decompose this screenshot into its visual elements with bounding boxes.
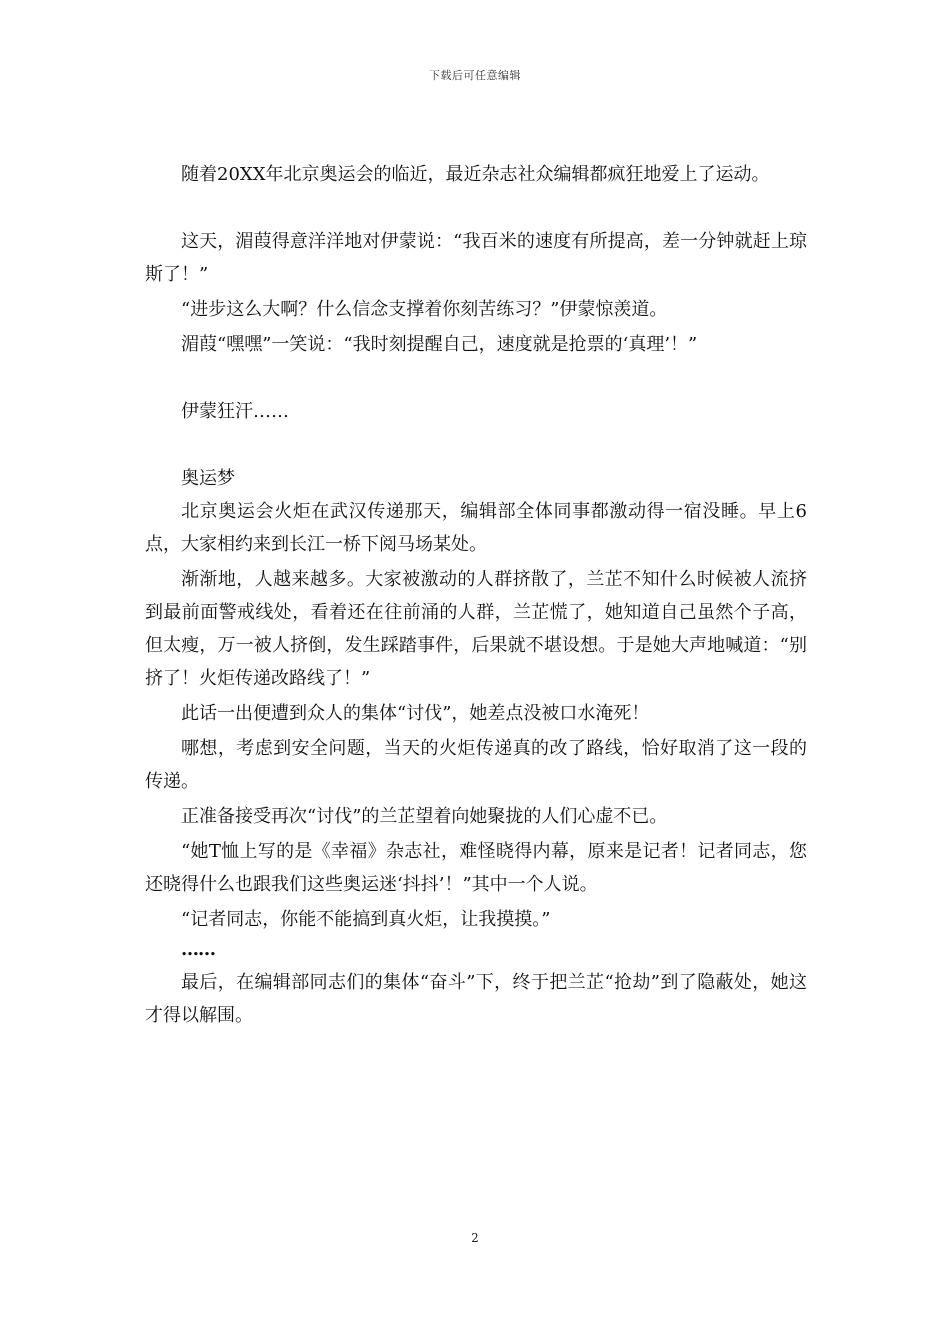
paragraph-story-8: 最后，在编辑部同志们的集体“奋斗”下，终于把兰芷“抢劫”到了隐蔽处，她这才得以解围。 bbox=[145, 972, 807, 1026]
page-header: 下载后可任意编辑 bbox=[429, 69, 521, 82]
paragraph-dialogue-3: 湄葭“嘿嘿”一笑说：“我时刻提醒自己，速度就是抢票的‘真理’！” bbox=[181, 334, 698, 355]
paragraph-story-2: 渐渐地，人越来越多。大家被激动的人群挤散了，兰芷不知什么时候被人流挤到最前面警戒线处，看着还在往前涌的人群，兰芷慌了，她知道自己虽然个子高，但太瘦，万一被人挤倒，发生踩踏事件，后果就不堪设想。于是她大声地喊道：“别挤了！火炬传递改路线了！” bbox=[145, 569, 807, 689]
section-title: 奥运梦 bbox=[181, 468, 235, 489]
paragraph-dialogue-2: “进步这么大啊？什么信念支撑着你刻苦练习？”伊蒙惊羡道。 bbox=[181, 299, 668, 320]
page-number: 2 bbox=[471, 1231, 479, 1245]
paragraph-story-5: 正准备接受再次“讨伐”的兰芷望着向她聚拢的人们心虚不已。 bbox=[181, 806, 668, 827]
paragraph-intro: 随着20XX年北京奥运会的临近，最近杂志社众编辑都疯狂地爱上了运动。 bbox=[181, 164, 770, 185]
paragraph-story-1: 北京奥运会火炬在武汉传递那天，编辑部全体同事都激动得一宿没睡。早上6点，大家相约来到长江一桥下阅马场某处。 bbox=[145, 501, 807, 555]
paragraph-story-6: “她T恤上写的是《幸福》杂志社，难怪晓得内幕，原来是记者！记者同志，您还晓得什么也跟我们这些奥运迷‘抖抖’！”其中一个人说。 bbox=[145, 841, 807, 895]
paragraph-punchline: 伊蒙狂汗…… bbox=[181, 401, 289, 422]
paragraph-dialogue-1: 这天，湄葭得意洋洋地对伊蒙说：“我百米的速度有所提高，差一分钟就赶上琼斯了！” bbox=[145, 231, 807, 285]
ellipsis-line: …… bbox=[181, 939, 215, 960]
paragraph-story-7: “记者同志，你能不能搞到真火炬，让我摸摸。” bbox=[181, 909, 551, 930]
document-body bbox=[145, 158, 807, 1032]
paragraph-story-4: 哪想，考虑到安全问题，当天的火炬传递真的改了路线，恰好取消了这一段的传递。 bbox=[145, 738, 807, 792]
paragraph-story-3: 此话一出便遭到众人的集体“讨伐”，她差点没被口水淹死！ bbox=[181, 703, 650, 724]
